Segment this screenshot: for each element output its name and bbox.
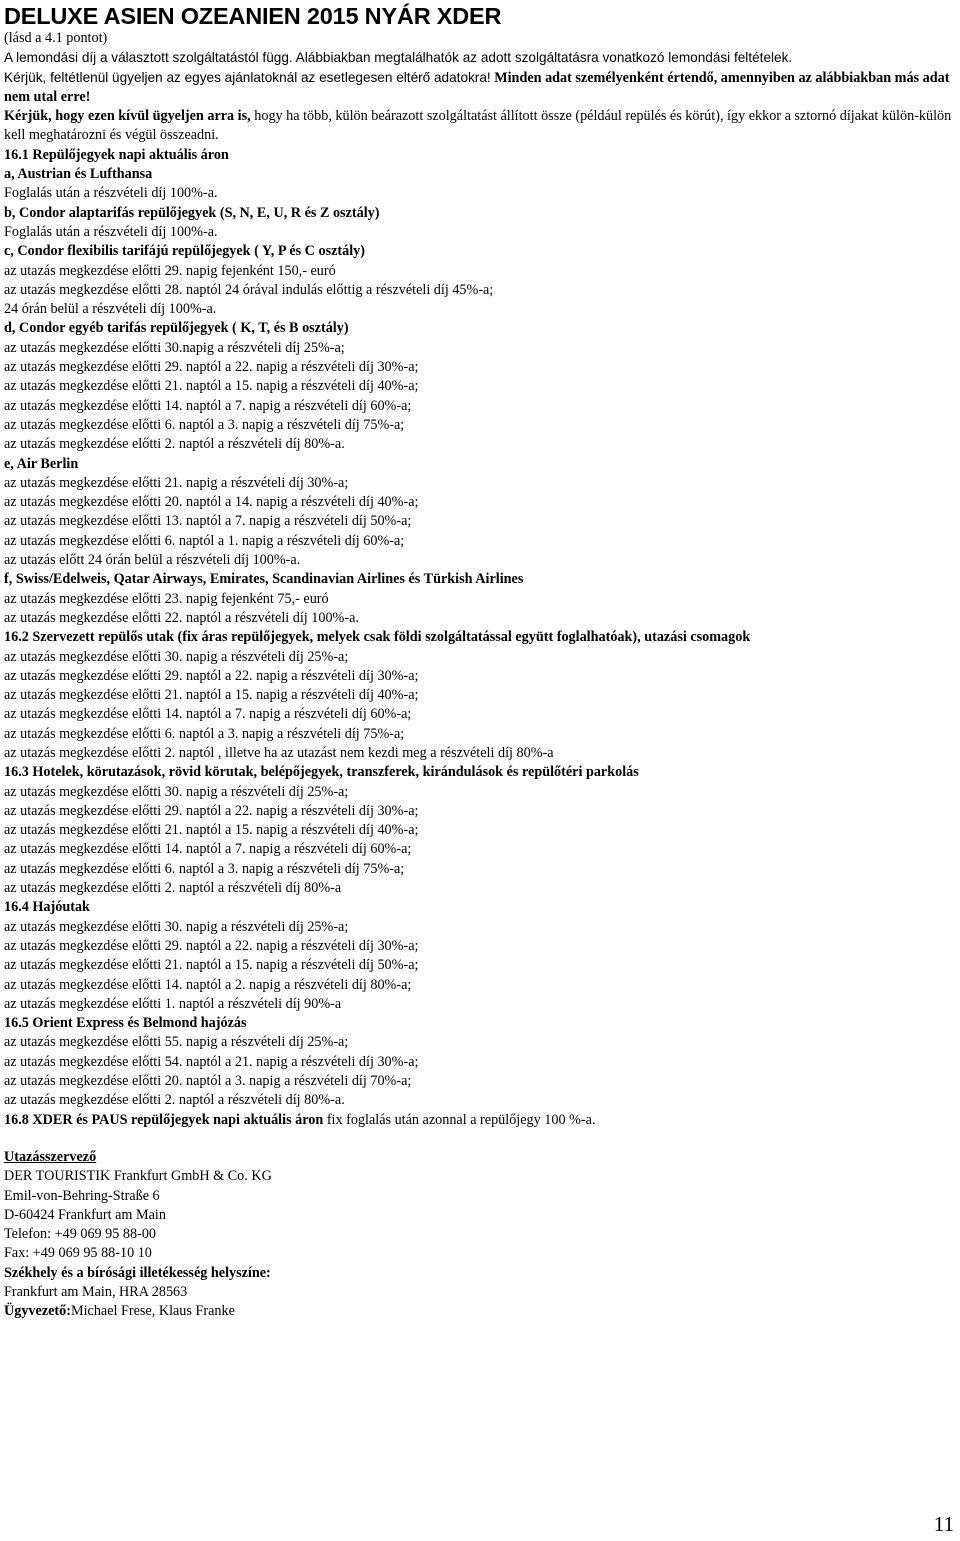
section-16-3-title: 16.3 Hotelek, körutazások, rövid körutak, belépőjegyek, transzferek, kirándulások és repülőtéri parkolás	[4, 764, 639, 781]
section-16-2-line: az utazás megkezdése előtti 14. naptól a 7. napig a részvételi díj 60%-a;	[4, 706, 412, 723]
subsection-d-line: az utazás megkezdése előtti 30.napig a részvételi díj 25%-a;	[4, 339, 345, 356]
section-16-2-line: az utazás megkezdése előtti 30. napig a részvételi díj 25%-a;	[4, 648, 349, 665]
seat-value: Frankfurt am Main, HRA 28563	[4, 1284, 188, 1300]
document-page	[4, 0, 956, 1322]
section-16-3-line: az utazás megkezdése előtti 14. naptól a 7. napig a részvételi díj 60%-a;	[4, 841, 412, 858]
managing-directors-label: Ügyvezető:	[4, 1303, 71, 1320]
subsection-e-title: e, Air Berlin	[4, 455, 79, 472]
section-16-5-line: az utazás megkezdése előtti 54. naptól a 21. napig a részvételi díj 30%-a;	[4, 1053, 419, 1070]
subsection-f-line: az utazás megkezdése előtti 22. naptól a részvételi díj 100%-a.	[4, 609, 359, 626]
subsection-e-line: az utazás megkezdése előtti 13. naptól a 7. napig a részvételi díj 50%-a;	[4, 513, 412, 530]
subsection-d-line: az utazás megkezdése előtti 6. naptól a 3. napig a részvételi díj 75%-a;	[4, 416, 405, 433]
section-16-3-line: az utazás megkezdése előtti 29. naptól a 22. napig a részvételi díj 30%-a;	[4, 802, 419, 819]
subsection-a-title: a, Austrian és Lufthansa	[4, 166, 153, 183]
subsection-b-title: b, Condor alaptarifás repülőjegyek (S, N, E, U, R és Z osztály)	[4, 204, 380, 221]
section-16-4-line: az utazás megkezdése előtti 1. naptól a részvételi díj 90%-a	[4, 995, 342, 1012]
intro-paragraph-bold: Kérjük, hogy ezen kívül ügyeljen arra is,	[4, 108, 251, 125]
organizer-heading: Utazásszervező	[4, 1148, 97, 1165]
subsection-c-line: 24 órán belül a részvételi díj 100%-a.	[4, 301, 217, 318]
section-16-3-line: az utazás megkezdése előtti 30. napig a részvételi díj 25%-a;	[4, 783, 349, 800]
subsection-f-line: az utazás megkezdése előtti 23. napig fejenként 75,- euró	[4, 590, 329, 607]
section-16-4-line: az utazás megkezdése előtti 21. naptól a 15. napig a részvételi díj 50%-a;	[4, 957, 419, 974]
section-16-8	[4, 1111, 956, 1130]
section-16-2-line: az utazás megkezdése előtti 6. naptól a 3. napig a részvételi díj 75%-a;	[4, 725, 405, 742]
subsection-e-line: az utazás megkezdése előtti 21. napig a részvételi díj 30%-a;	[4, 474, 349, 491]
section-16-2-line: az utazás megkezdése előtti 2. naptól , illetve ha az utazást nem kezdi meg a részvételi díj 80%-a	[4, 744, 554, 761]
spacer	[4, 1130, 956, 1148]
page-title: DELUXE ASIEN OZEANIEN 2015 NYÁR XDER	[4, 3, 502, 29]
section-16-2-line: az utazás megkezdése előtti 21. naptól a 15. napig a részvételi díj 40%-a;	[4, 687, 419, 704]
intro-reference: (lásd a 4.1 pontot)	[4, 30, 108, 46]
organizer-street: Emil-von-Behring-Straße 6	[4, 1187, 160, 1204]
section-16-8-title: 16.8 XDER és PAUS repülőjegyek napi aktuális áron	[4, 1111, 324, 1128]
seat-heading: Székhely és a bírósági illetékesség helyszíne:	[4, 1264, 271, 1281]
intro-line: A lemondási díj a választott szolgáltatástól függ. Alábbiakban megtalálhatók az adott szolgáltatásra vonatkozó lemondási feltételek.	[4, 50, 793, 66]
section-16-2-title: 16.2 Szervezett repülős utak (fix áras repülőjegyek, melyek csak földi szolgáltatással együtt foglalhatóak), utazási csomagok	[4, 629, 751, 646]
subsection-d-line: az utazás megkezdése előtti 29. naptól a 22. napig a részvételi díj 30%-a;	[4, 359, 419, 376]
subsection-b-line: Foglalás után a részvételi díj 100%-a.	[4, 223, 218, 240]
section-16-5-title: 16.5 Orient Express és Belmond hajózás	[4, 1015, 247, 1032]
intro-notice-regular: Kérjük, feltétlenül ügyeljen az egyes ajánlatoknál az esetlegesen eltérő adatokra!	[4, 69, 491, 85]
intro-paragraph	[4, 107, 956, 146]
section-16-3-line: az utazás megkezdése előtti 21. naptól a 15. napig a részvételi díj 40%-a;	[4, 822, 419, 839]
section-16-1-title: 16.1 Repülőjegyek napi aktuális áron	[4, 146, 229, 163]
section-16-5-line: az utazás megkezdése előtti 55. napig a részvételi díj 25%-a;	[4, 1034, 349, 1051]
subsection-f-title: f, Swiss/Edelweis, Qatar Airways, Emirates, Scandinavian Airlines és Türkish Airlines	[4, 571, 524, 588]
section-16-5-line: az utazás megkezdése előtti 2. naptól a részvételi díj 80%-a.	[4, 1092, 345, 1109]
subsection-c-line: az utazás megkezdése előtti 28. naptól 24 órával indulás előttig a részvételi díj 45%-a;	[4, 281, 494, 298]
subsection-e-line: az utazás megkezdése előtti 20. naptól a 14. napig a részvételi díj 40%-a;	[4, 494, 419, 511]
section-16-3-line: az utazás megkezdése előtti 2. naptól a részvételi díj 80%-a	[4, 880, 342, 897]
subsection-a-line: Foglalás után a részvételi díj 100%-a.	[4, 185, 218, 202]
subsection-d-line: az utazás megkezdése előtti 21. naptól a 15. napig a részvételi díj 40%-a;	[4, 378, 419, 395]
section-16-4-line: az utazás megkezdése előtti 30. napig a részvételi díj 25%-a;	[4, 918, 349, 935]
section-16-8-text: fix foglalás után azonnal a repülőjegy 100 %-a.	[323, 1111, 596, 1128]
managing-directors-names: Michael Frese, Klaus Franke	[70, 1303, 235, 1320]
subsection-c-line: az utazás megkezdése előtti 29. napig fejenként 150,- euró	[4, 262, 336, 279]
organizer-city: D-60424 Frankfurt am Main	[4, 1206, 166, 1223]
intro-notice	[4, 68, 956, 108]
section-16-2-line: az utazás megkezdése előtti 29. naptól a 22. napig a részvételi díj 30%-a;	[4, 667, 419, 684]
subsection-d-title: d, Condor egyéb tarifás repülőjegyek ( K, T, és B osztály)	[4, 320, 349, 337]
subsection-d-line: az utazás megkezdése előtti 2. naptól a részvételi díj 80%-a.	[4, 436, 345, 453]
organizer-phone: Telefon: +49 069 95 88-00	[4, 1226, 157, 1243]
section-16-4-line: az utazás megkezdése előtti 14. naptól a 2. napig a részvételi díj 80%-a;	[4, 976, 412, 993]
subsection-c-title: c, Condor flexibilis tarifájú repülőjegyek ( Y, P és C osztály)	[4, 243, 365, 260]
section-16-4-title: 16.4 Hajóutak	[4, 899, 90, 916]
subsection-e-line: az utazás megkezdése előtti 6. naptól a 1. napig a részvételi díj 60%-a;	[4, 532, 405, 549]
section-16-4-line: az utazás megkezdése előtti 29. naptól a 22. napig a részvételi díj 30%-a;	[4, 937, 419, 954]
subsection-d-line: az utazás megkezdése előtti 14. naptól a 7. napig a részvételi díj 60%-a;	[4, 397, 412, 414]
intro-notice-bold: Minden adat személyenként értendő, amennyiben az alábbiakban más adat nem utal erre!	[4, 69, 950, 105]
intro-paragraph-text: hogy ha több, külön beárazott szolgáltatást állított össze (például repülés és körút), így ekkor a sztornó díjakat külön-külön kell meghatározni és végül összeadni.	[4, 108, 952, 144]
section-16-3-line: az utazás megkezdése előtti 6. naptól a 3. napig a részvételi díj 75%-a;	[4, 860, 405, 877]
organizer-company: DER TOURISTIK Frankfurt GmbH & Co. KG	[4, 1168, 272, 1185]
organizer-fax: Fax: +49 069 95 88-10 10	[4, 1245, 152, 1262]
managing-directors	[4, 1302, 956, 1321]
subsection-e-line: az utazás előtt 24 órán belül a részvételi díj 100%-a.	[4, 552, 301, 569]
page-number: 11	[933, 1512, 954, 1536]
section-16-5-line: az utazás megkezdése előtti 20. naptól a 3. napig a részvételi díj 70%-a;	[4, 1073, 412, 1090]
